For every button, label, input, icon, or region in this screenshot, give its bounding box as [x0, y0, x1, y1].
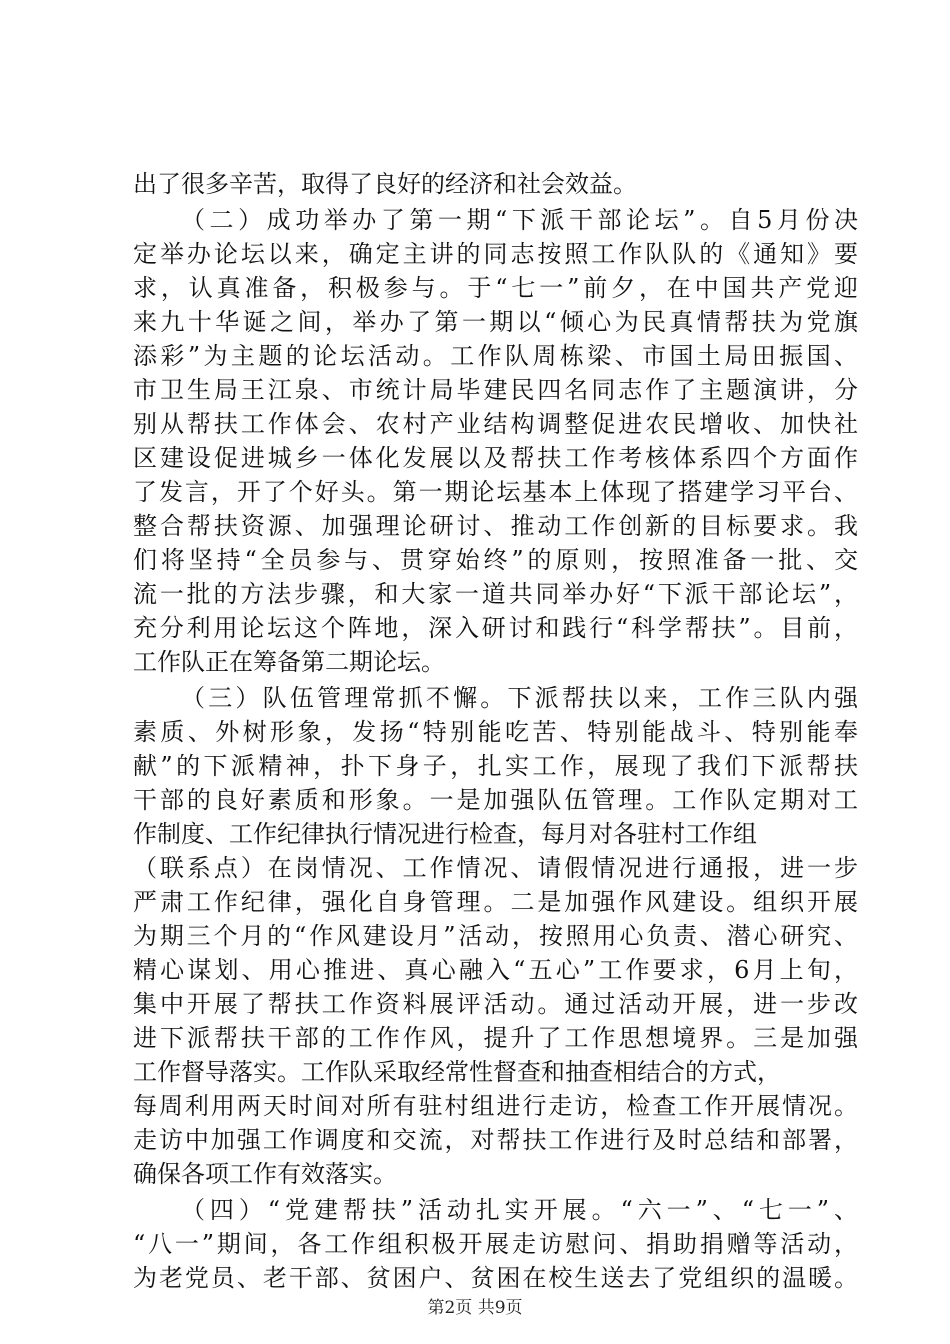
text-line: 定举办论坛以来，确定主讲的同志按照工作队队的《通知》要 — [133, 240, 858, 268]
text-line: 别从帮扶工作体会、农村产业结构调整促进农民增收、加快社 — [133, 410, 858, 438]
text-line: 添彩”为主题的论坛活动。工作队周栋梁、市国土局田振国、 — [133, 342, 858, 370]
text-line: 们将坚持“全员参与、贯穿始终”的原则，按照准备一批、交 — [133, 546, 858, 574]
text-line: 充分利用论坛这个阵地，深入研讨和践行“科学帮扶”。目前， — [133, 614, 858, 642]
text-line: 工作督导落实。工作队采取经常性督查和抽查相结合的方式， — [133, 1058, 781, 1086]
text-line: 整合帮扶资源、加强理论研讨、推动工作创新的目标要求。我 — [133, 512, 858, 540]
text-line: 精心谋划、用心推进、真心融入“五心”工作要求，6月上旬， — [133, 956, 858, 984]
text-line: 每周利用两天时间对所有驻村组进行走访，检查工作开展情况。 — [133, 1092, 858, 1120]
text-line: 干部的良好素质和形象。一是加强队伍管理。工作队定期对工 — [133, 786, 858, 814]
text-line: 市卫生局王江泉、市统计局毕建民四名同志作了主题演讲，分 — [133, 376, 858, 404]
text-line: 求，认真准备，积极参与。于“七一”前夕，在中国共产党迎 — [133, 274, 858, 302]
text-line: 作制度、工作纪律执行情况进行检查，每月对各驻村工作组 — [133, 820, 757, 848]
text-line: 进下派帮扶干部的工作作风，提升了工作思想境界。三是加强 — [133, 1024, 858, 1052]
text-line: 出了很多辛苦，取得了良好的经济和社会效益。 — [133, 170, 637, 198]
text-line: （二）成功举办了第一期“下派干部论坛”。自5月份决 — [181, 206, 858, 234]
text-line: 为老党员、老干部、贫困户、贫困在校生送去了党组织的温暖。 — [133, 1264, 858, 1292]
text-line: “八一”期间，各工作组积极开展走访慰问、捐助捐赠等活动， — [133, 1230, 858, 1258]
text-line: 为期三个月的“作风建设月”活动，按照用心负责、潜心研究、 — [133, 922, 858, 950]
text-line: 素质、外树形象，发扬“特别能吃苦、特别能战斗、特别能奉 — [133, 718, 858, 746]
text-line: （四）“党建帮扶”活动扎实开展。“六一”、“七一”、 — [181, 1196, 858, 1224]
text-line: 献”的下派精神，扑下身子，扎实工作，展现了我们下派帮扶 — [133, 752, 858, 780]
text-line: 了发言，开了个好头。第一期论坛基本上体现了搭建学习平台、 — [133, 478, 858, 506]
text-line: （三）队伍管理常抓不懈。下派帮扶以来，工作三队内强 — [181, 684, 858, 712]
text-line: 区建设促进城乡一体化发展以及帮扶工作考核体系四个方面作 — [133, 444, 858, 472]
text-line: 走访中加强工作调度和交流，对帮扶工作进行及时总结和部署， — [133, 1126, 858, 1154]
text-line: （联系点）在岗情况、工作情况、请假情况进行通报，进一步 — [133, 854, 858, 882]
text-line: 严肃工作纪律，强化自身管理。二是加强作风建设。组织开展 — [133, 888, 858, 916]
text-line: 集中开展了帮扶工作资料展评活动。通过活动开展，进一步改 — [133, 990, 858, 1018]
text-line: 工作队正在筹备第二期论坛。 — [133, 648, 445, 676]
text-line: 确保各项工作有效落实。 — [133, 1160, 397, 1188]
text-line: 流一批的方法步骤，和大家一道共同举办好“下派干部论坛”， — [133, 580, 858, 608]
page-number-footer: 第2页 共9页 — [427, 1298, 523, 1318]
text-line: 来九十华诞之间，举办了第一期以“倾心为民真情帮扶为党旗 — [133, 308, 858, 336]
